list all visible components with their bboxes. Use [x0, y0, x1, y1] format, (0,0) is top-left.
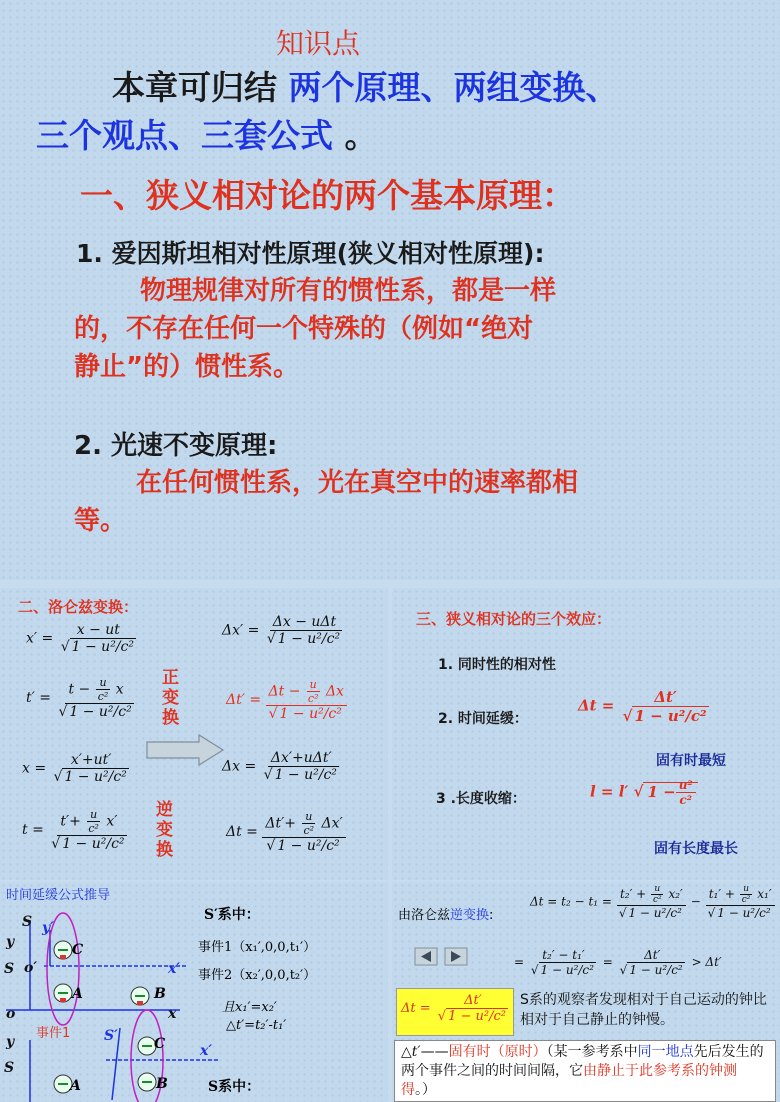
proper-time-box — [394, 1040, 776, 1102]
condition-2: △t′=t₂′-t₁′ — [226, 1018, 287, 1033]
length-contraction-formula: l = l′ √ 1 − $\frac{\text{u²}}{\text{c²}}$ — [590, 778, 698, 807]
proper-time-text-e: 。） — [415, 1082, 436, 1098]
derivation-eq-2: = $\frac{\text{t₂′ − t₁′}}{\text{√ 1 − u²/c²}}$ = $\frac{\Delta t'}{\text{√ 1 − u²/c²}}$ > Δt′ — [514, 948, 722, 977]
eq-dt: Δt = Δt′+ $\frac{u}{\text{c²}}$ Δx′ √ 1 − u²/c² — [226, 810, 346, 854]
svg-text:S′: S′ — [104, 1028, 118, 1044]
svg-text:y: y — [6, 1034, 15, 1050]
proper-time-symbol: △t′ — [401, 1044, 421, 1060]
clock-label-c: C — [72, 942, 84, 958]
summary-end: 。 — [344, 116, 378, 155]
knowledge-label: 知识点 — [276, 27, 361, 60]
svg-text:y: y — [6, 934, 15, 950]
proper-time-text-c: 先后发生的两个事件之间的时间间隔，它 — [401, 1044, 764, 1079]
event-2-coords: 事件2（x₂′,0,0,t₂′） — [198, 968, 317, 983]
effect-3: 3 .长度收缩： — [436, 791, 526, 807]
summary-line-1 — [112, 62, 619, 109]
effect-1: 1. 同时性的相对性 — [438, 657, 556, 673]
eq-x-prime: x′ = $\frac{x - ut}{\text{√ 1 − u²/c²}}$ — [26, 622, 134, 655]
principle-2-text-1: 在任何惯性系，光在真空中的速率都相 — [136, 468, 579, 498]
clock-label-b2: B — [156, 1076, 168, 1092]
clock-diagram — [0, 900, 213, 1102]
frame-s-prime: S′系中： — [204, 907, 260, 923]
eq-t: t = t′+ $\frac{u}{\text{c²}}$ x′ √ 1 − u²/c² — [22, 808, 125, 852]
eq-dt-prime: Δt′ = Δt − $\frac{u}{\text{c²}}$ Δx √ 1 − u²/c² — [226, 678, 347, 722]
note-proper-length: 固有长度最长 — [654, 841, 738, 857]
clock-label-c2: C — [154, 1036, 166, 1052]
inverse-label: 逆变换 — [156, 800, 173, 860]
frame-s: S系中： — [208, 1079, 261, 1095]
highlight-formula: Δt = $\frac{\Delta t'}{\text{√ 1 − u²/c²}}$ — [396, 988, 514, 1036]
time-dilation-formula: Δt = $\frac{\Delta t'}{\text{√ 1 − u²/c²}}$ — [578, 688, 707, 725]
proper-time-word: 固有时 — [448, 1044, 491, 1060]
lorentz-title: 二、洛仑兹变换： — [18, 598, 139, 616]
proper-time-paren: （原时） — [490, 1044, 547, 1060]
derivation-eq-1: Δt = t₂ − t₁ = t₂′ + $\frac{u}{\text{c²}}$ x₂′ √ 1 − u²/c² − t₁′ + $\frac{u}{\text{c²}}$ x₁′ √ 1 − u²/c² — [530, 884, 776, 920]
summary-highlight-1: 两个原理、两组变换、 — [288, 68, 619, 107]
nav-buttons — [414, 946, 470, 968]
clock-label-a: A — [72, 986, 83, 1002]
clock-label-b: B — [154, 986, 166, 1002]
inverse-intro — [398, 904, 493, 923]
principle-2-text-2: 等。 — [74, 506, 127, 536]
proper-time-text-b: 同一地点 — [637, 1044, 694, 1060]
svg-text:S: S — [4, 961, 15, 977]
svg-text:S: S — [22, 914, 33, 930]
svg-text:x: x — [168, 1006, 177, 1022]
inverse-word: 逆变换 — [450, 908, 490, 923]
summary-highlight-2: 三个观点、三套公式 — [36, 116, 333, 155]
inverse-prefix: 由洛仑兹 — [398, 908, 451, 923]
arrow-icon — [145, 734, 225, 766]
summary-line-2 — [36, 110, 378, 157]
principle-1-text-3: 静止”的）惯性系。 — [74, 352, 300, 382]
svg-text:o′: o′ — [24, 960, 38, 976]
eq-dx-prime: Δx′ = $\frac{\text{Δx − uΔt}}{\text{√ 1 − u²/c²}}$ — [222, 614, 341, 647]
principle-1-title: 1. 爱因斯坦相对性原理(狭义相对性原理): — [76, 239, 545, 268]
principle-1-text-2: 的，不存在任何一个特殊的（例如“绝对 — [74, 314, 534, 344]
svg-text:x′: x′ — [200, 1043, 213, 1059]
event-label: 事件1 — [36, 1026, 71, 1041]
proper-time-dash: —— — [420, 1044, 449, 1060]
effects-panel — [392, 588, 780, 880]
note-proper-time: 固有时最短 — [656, 753, 726, 769]
condition-1: 且x₁′=x₂′ — [222, 1000, 277, 1015]
summary-prefix: 本章可归结 — [112, 68, 277, 107]
eq-t-prime: t′ = t − $\frac{u}{\text{c²}}$ x √ 1 − u²/c² — [26, 676, 132, 720]
eq-x: x = $\frac{x'+ut'}{\text{√ 1 − u²/c²}}$ — [22, 752, 127, 785]
clock-label-a2: A — [70, 1078, 81, 1094]
svg-text:o: o — [6, 1006, 16, 1022]
eq-dx: Δx = $\frac{\text{Δx′+uΔt′}}{\text{√ 1 − u²/c²}}$ — [222, 750, 337, 783]
section1-title: 一、狭义相对论的两个基本原理： — [80, 176, 575, 215]
svg-text:y′: y′ — [42, 920, 54, 936]
event-1-coords: 事件1（x₁′,0,0,t₁′） — [198, 940, 317, 955]
principle-2-title: 2. 光速不变原理: — [74, 431, 278, 461]
inverse-colon: : — [489, 908, 494, 923]
conclusion-text: S系的观察者发现相对于自己运动的钟比相对于自己静止的钟慢。 — [520, 992, 767, 1028]
derivation-title: 时间延缓公式推导 — [6, 888, 111, 903]
proper-time-text-d: 由静止于此参考系的钟测得 — [401, 1063, 737, 1098]
forward-label: 正变换 — [162, 668, 179, 728]
effects-title: 三、狭义相对论的三个效应： — [416, 610, 612, 628]
principle-1-text-1: 物理规律对所有的惯性系，都是一样 — [140, 276, 557, 306]
svg-text:S: S — [4, 1060, 15, 1076]
effect-2: 2. 时间延缓： — [438, 711, 528, 727]
proper-time-text-a: （某一参考系中 — [546, 1044, 638, 1060]
svg-text:x′: x′ — [168, 961, 181, 977]
